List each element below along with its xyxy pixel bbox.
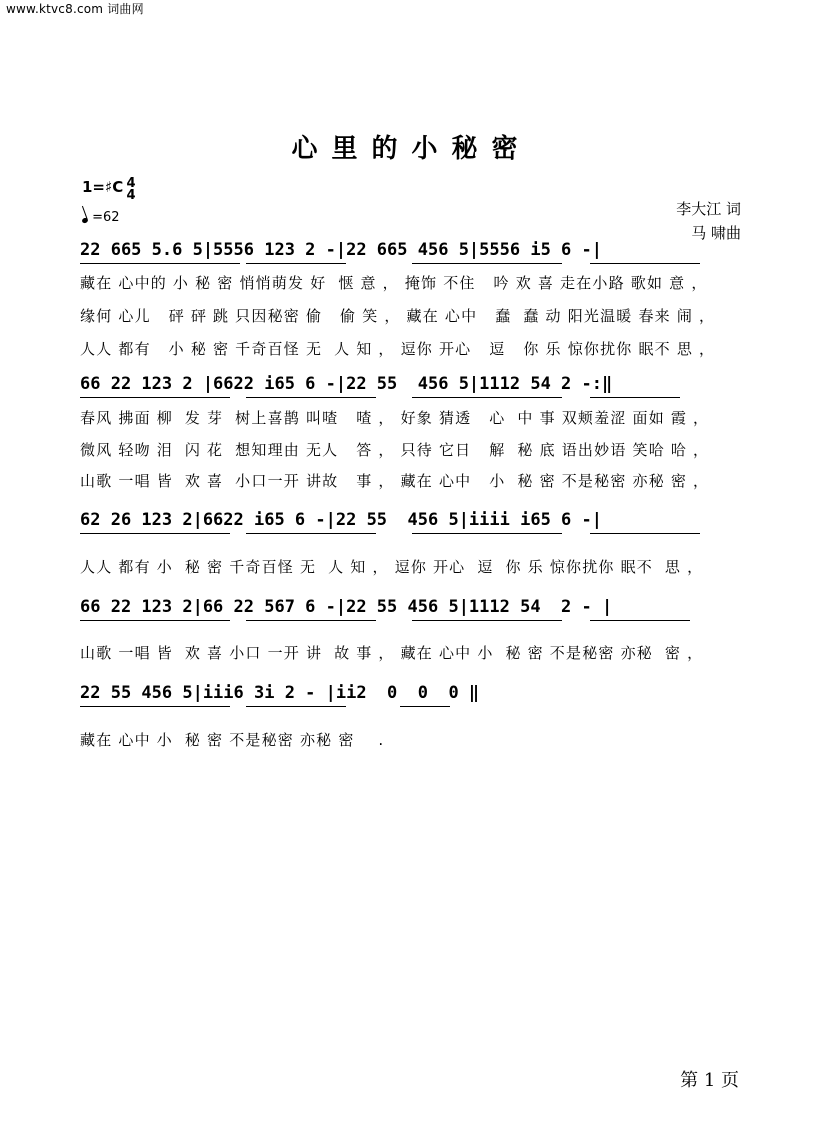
notation-line-5: 22 55 456 5|iii6 3i 2 - |ii2 0 0 0 ‖ (80, 683, 480, 703)
beam-line (246, 620, 376, 621)
time-signature-top: 4 (126, 176, 136, 191)
beam-line (400, 706, 450, 707)
lyric-line: 人人 都有 小 秘 密 千奇百怪 无 人 知 ， 逗你 开心 逗 你 乐 惊你扰你 眠不 思 ， (80, 558, 704, 576)
lyric-line: 山歌 一唱 皆 欢 喜 小口 一开 讲 故 事 ， 藏在 心中 小 秘 密 不是秘密 亦秘 密 ， (80, 644, 704, 662)
beam-line (590, 533, 700, 534)
quarter-note-icon (81, 217, 88, 224)
notation-line-3: 62 26 123 2|6622 i65 6 -|22 55 456 5|iiii i65 6 -| (80, 510, 602, 530)
beam-line (80, 706, 230, 707)
lyricist-credit: 李大江 词 (676, 200, 741, 218)
beam-line (246, 263, 346, 264)
lyric-line: 人人 都有 小 秘 密 千奇百怪 无 人 知 ， 逗你 开心 逗 你 乐 惊你扰你 眠不 思 ， (80, 340, 716, 358)
lyric-line: 缘何 心儿 砰 砰 跳 只因秘密 偷 偷 笑 ， 藏在 心中 蠢 蠢 动 阳光温暖 春来 闹 ， (80, 307, 716, 325)
lyric-line: 山歌 一唱 皆 欢 喜 小口一开 讲故 事 ， 藏在 心中 小 秘 密 不是秘密 亦秘 密 ， (80, 472, 710, 490)
beam-line (80, 397, 230, 398)
beam-line (80, 263, 240, 264)
time-signature (124, 178, 138, 202)
lyric-line: 藏在 心中的 小 秘 密 悄悄萌发 好 惬 意 ， 掩饰 不住 吟 欢 喜 走在小路 歌如 意 ， (80, 274, 708, 292)
beam-line (412, 397, 562, 398)
source-watermark: www.ktvc8.com 词曲网 (6, 2, 144, 16)
beam-line (80, 533, 230, 534)
beam-line (246, 706, 346, 707)
composer-credit: 马 啸曲 (691, 224, 741, 242)
lyric-line: 微风 轻吻 泪 闪 花 想知理由 无人 答 ， 只待 它日 解 秘 底 语出妙语 笑哈 哈 ， (80, 441, 710, 459)
tempo-marking (82, 210, 120, 225)
notation-line-4: 66 22 123 2|66 22 567 6 -|22 55 456 5|1112 54 2 - | (80, 597, 613, 617)
tempo-value: =62 (92, 210, 120, 225)
notation-line-1: 22 665 5.6 5|5556 123 2 -|22 665 456 5|5556 i5 6 -| (80, 240, 602, 260)
beam-line (246, 397, 376, 398)
lyric-line: 春风 拂面 柳 发 芽 树上喜鹊 叫喳 喳 ， 好象 猜透 心 中 事 双颊羞涩 面如 霞 ， (80, 409, 710, 427)
notation-line-2: 66 22 123 2 |6622 i65 6 -|22 55 456 5|1112 54 2 -:‖ (80, 374, 613, 394)
beam-line (590, 397, 680, 398)
song-title: 心里的小秘密 (291, 134, 532, 164)
beam-line (412, 620, 562, 621)
beam-line (590, 620, 690, 621)
key-signature: 1=♯C (82, 178, 124, 196)
page-number: 第 1 页 (680, 1070, 739, 1091)
beam-line (412, 533, 562, 534)
lyric-line: 藏在 心中 小 秘 密 不是秘密 亦秘 密 . (80, 731, 385, 749)
time-signature-bottom: 4 (126, 188, 136, 203)
beam-line (246, 533, 376, 534)
beam-line (590, 263, 700, 264)
beam-line (80, 620, 230, 621)
beam-line (412, 263, 562, 264)
